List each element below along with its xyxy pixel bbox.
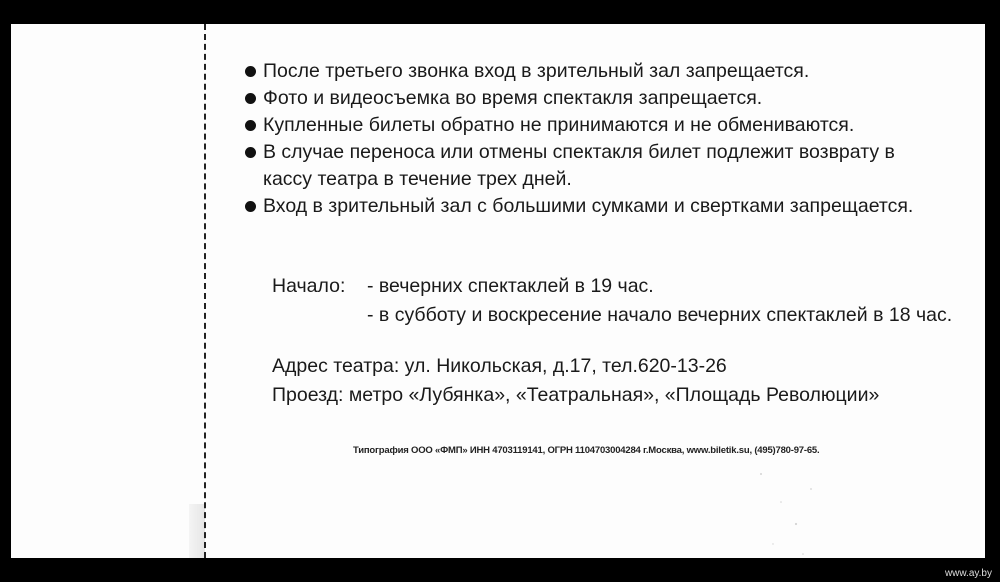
bullet-icon xyxy=(245,201,256,212)
address-block xyxy=(272,352,879,410)
bullet-icon xyxy=(245,120,256,131)
ticket-back xyxy=(11,24,985,558)
rule-item xyxy=(243,112,973,139)
perforation-line xyxy=(204,24,206,558)
bullet-icon xyxy=(245,66,256,77)
schedule-block xyxy=(272,272,952,330)
schedule-line xyxy=(272,301,952,330)
rule-item xyxy=(243,58,973,85)
rule-text: Фото и видеосъемка во время спектакля запрещается. xyxy=(263,87,763,109)
schedule-item: - вечерних спектаклей в 19 час. xyxy=(367,275,654,297)
watermark: www.ay.by xyxy=(944,568,992,579)
theatre-address: Адрес театра: ул. Никольская, д.17, тел.620-13-26 xyxy=(272,355,727,377)
rule-item xyxy=(243,85,973,112)
schedule-label: Начало: xyxy=(272,275,346,297)
schedule-item: - в субботу и воскресение начало вечерних спектаклей в 18 час. xyxy=(367,304,953,326)
rule-text: Купленные билеты обратно не принимаются и не обмениваются. xyxy=(263,114,855,136)
stub-fold xyxy=(189,504,205,558)
metro-directions: Проезд: метро «Лубянка», «Театральная», «Площадь Революции» xyxy=(272,384,880,406)
rules-list xyxy=(243,58,973,220)
schedule-line xyxy=(272,272,952,301)
printer-imprint: Типография ООО «ФМП» ИНН 4703119141, ОГРН 1104703004284 г.Москва, www.biletik.su, (495)780-97-65. xyxy=(353,445,820,456)
rule-item xyxy=(243,139,973,193)
bullet-icon xyxy=(245,147,256,158)
rule-item xyxy=(243,193,973,220)
rule-text-continuation: кассу театра в течение трех дней. xyxy=(263,168,572,190)
paper-specks xyxy=(751,454,831,564)
bullet-icon xyxy=(245,93,256,104)
rule-text: В случае переноса или отмены спектакля билет подлежит возврату в xyxy=(263,141,895,163)
rule-text: После третьего звонка вход в зрительный зал запрещается. xyxy=(263,60,810,82)
rule-text: Вход в зрительный зал с большими сумками и свертками запрещается. xyxy=(263,195,914,217)
ticket-content xyxy=(243,58,973,456)
